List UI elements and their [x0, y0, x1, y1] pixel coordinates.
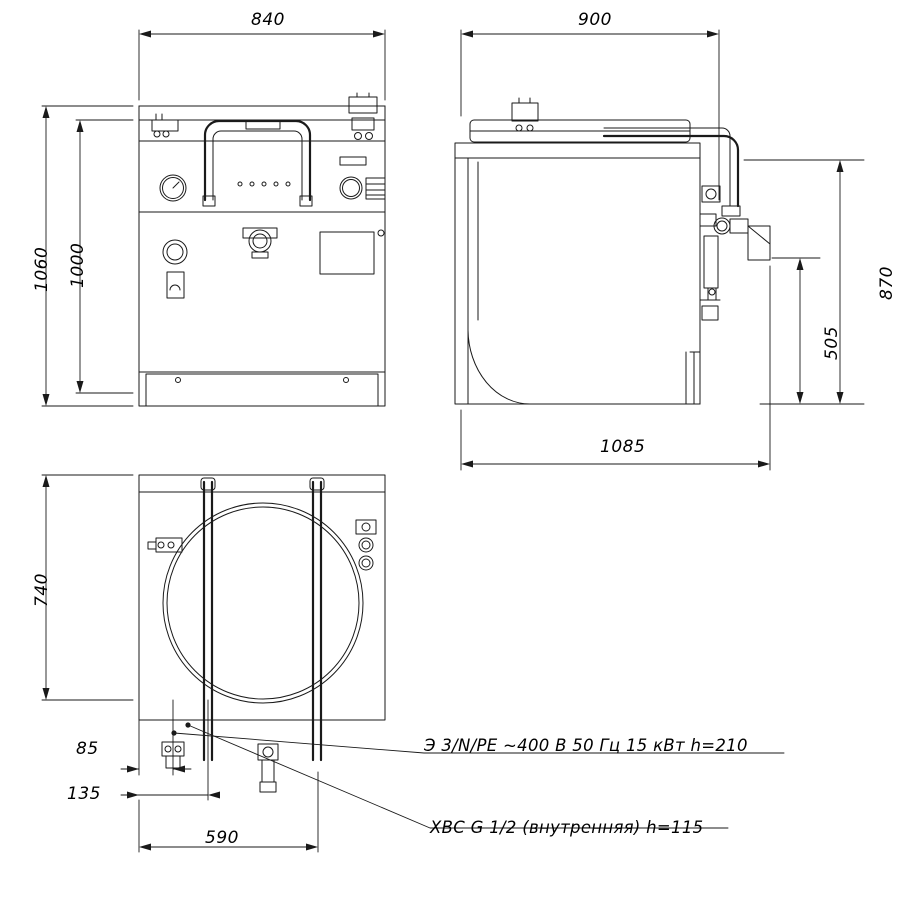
cold-water-connection-note: ХВС G 1/2 (внутренняя) h=115: [430, 818, 704, 837]
dimension-side-height-505: 505: [822, 326, 842, 360]
dimension-front-width: 840: [251, 10, 285, 30]
dimension-top-offset-135: 135: [67, 784, 101, 804]
top-view-geometry: [139, 475, 385, 792]
front-view-dimensions: [42, 30, 385, 406]
dimension-top-width-590: 590: [205, 828, 239, 848]
electrical-connection-note: Э 3/N/PE ~400 В 50 Гц 15 кВт h=210: [424, 736, 748, 755]
dimension-side-width: 900: [578, 10, 612, 30]
front-view-geometry: [139, 93, 385, 406]
side-view-geometry: [455, 98, 770, 404]
dimension-side-height-870: 870: [877, 266, 897, 300]
dimension-top-depth-740: 740: [32, 573, 52, 607]
dimension-top-offset-85: 85: [76, 739, 99, 759]
dimension-side-depth-1085: 1085: [600, 437, 646, 457]
dimension-front-body-height: 1000: [68, 242, 88, 288]
dimension-front-total-height: 1060: [32, 246, 52, 292]
